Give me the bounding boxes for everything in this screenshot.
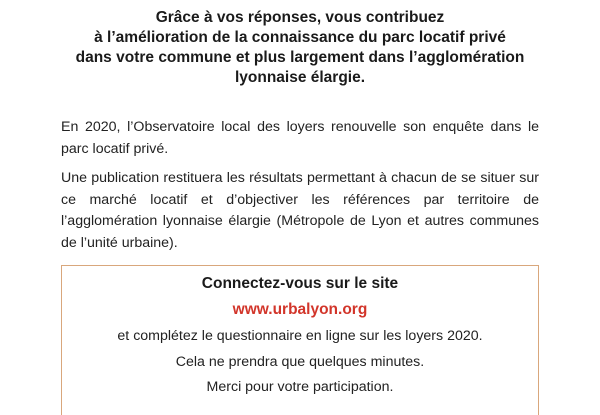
headline: [40, 8, 560, 88]
callout-instruction: et complétez le questionnaire en ligne sur les loyers 2020.: [117, 328, 483, 344]
callout-duration: Cela ne prendra que quelques minutes.: [175, 354, 425, 370]
headline-line-3: dans votre commune et plus largement dans l’agglomération: [75, 49, 525, 66]
intro-paragraph: En 2020, l’Observatoire local des loyers renouvelle son enquête dans le parc locatif privé.: [61, 119, 539, 157]
website-link[interactable]: www.urbalyon.org: [232, 301, 368, 318]
headline-line-2: à l’amélioration de la connaissance du parc locatif privé: [94, 29, 506, 46]
callout-box: [61, 265, 539, 415]
headline-line-1: Grâce à vos réponses, vous contribuez: [155, 9, 445, 26]
callout-thanks: Merci pour votre participation.: [206, 379, 394, 395]
callout-title: Connectez-vous sur le site: [201, 275, 399, 292]
headline-line-4: lyonnaise élargie.: [234, 69, 366, 86]
publication-paragraph: Une publication restituera les résultats permettant à chacun de se situer sur ce marché locatif et d’objectiver les références par territoire de l’agglomération lyonnaise élargie (Métropole de Lyon et autres communes de l’unité urbaine).: [61, 170, 539, 251]
